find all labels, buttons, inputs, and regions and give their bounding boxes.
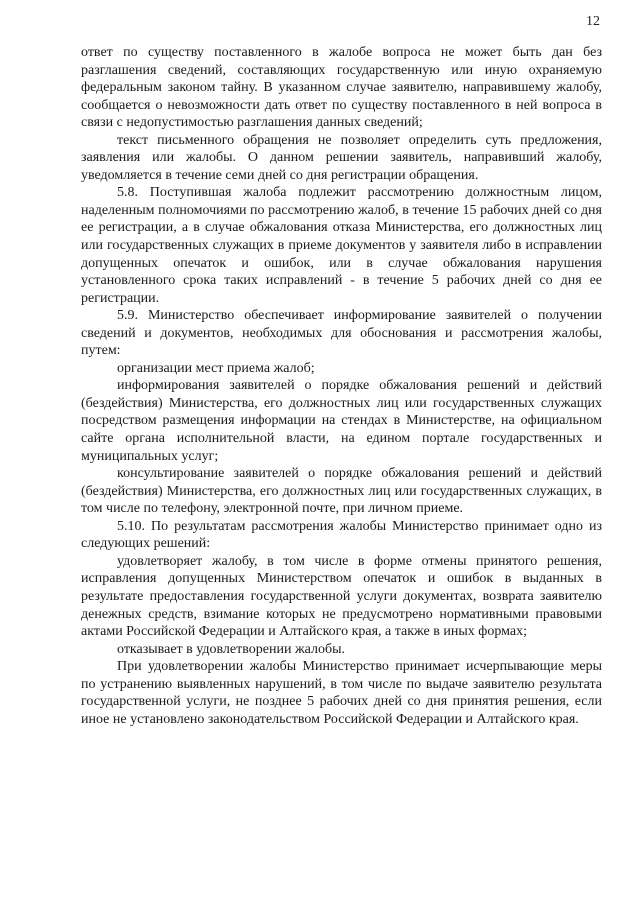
paragraph: ответ по существу поставленного в жалобе вопроса не может быть дан без разглашения сведений, составляющих государственную или иную охраняемую федеральным законом тайну. В указанном случае заявителю, направившему жалобу, сообщается о невозможности дать ответ по существу поставленного в ней вопроса в связи с недопустимостью разглашения данных сведений; (81, 45, 602, 131)
paragraph: 5.9. Министерство обеспечивает информирование заявителей о получении сведений и документов, необходимых для обоснования и рассмотрения жалобы, путем: (81, 308, 602, 359)
page-number: 12 (586, 14, 600, 29)
paragraph: консультирование заявителей о порядке обжалования решений и действий (бездействия) Министерства, его должностных лиц или государственных служащих, в том числе по телефону, электронной почте, при личном приеме. (81, 466, 602, 517)
paragraph: удовлетворяет жалобу, в том числе в форме отмены принятого решения, исправления допущенных Министерством опечаток и ошибок в выданных в результате предоставления государственной услуги документах, возврата заявителю денежных средств, взимание которых не предусмотрено нормативными правовыми актами Российской Федерации и Алтайского края, а также в иных формах; (81, 553, 602, 640)
paragraph: При удовлетворении жалобы Министерство принимает исчерпывающие меры по устранению выявленных нарушений, в том числе по выдаче заявителю результата государственной услуги, не позднее 5 рабочих дней со дня принятия решения, если иное не установлено законодательством Российской Федерации и Алтайского края. (81, 659, 602, 727)
paragraph: организации мест приема жалоб; (117, 360, 315, 376)
paragraph: отказывает в удовлетворении жалобы. (117, 641, 345, 657)
paragraph: 5.8. Поступившая жалоба подлежит рассмотрению должностным лицом, наделенным полномочиями по рассмотрению жалоб, в течение 15 рабочих дней со дня ее регистрации, а в случае обжалования отказа Министерства, его должностных лиц или государственных служащих в приеме документов у заявителя либо в исправлении допущенных опечаток и ошибок, или в случае обжалования нарушения установленного срока таких исправлений - в течение 5 рабочих дней со дня ее регистрации. (81, 185, 602, 306)
document-body (81, 44, 602, 728)
paragraph: 5.10. По результатам рассмотрения жалобы Министерство принимает одно из следующих решений: (81, 518, 602, 552)
paragraph: информирования заявителей о порядке обжалования решений и действий (бездействия) Министерства, его должностных лиц или государственных служащих посредством размещения информации на стендах в Министерстве, на официальном сайте органа исполнительной власти, на едином портале государственных и муниципальных услуг; (81, 378, 602, 464)
paragraph: текст письменного обращения не позволяет определить суть предложения, заявления или жалобы. О данном решении заявитель, направивший жалобу, уведомляется в течение семи дней со дня регистрации обращения. (81, 132, 602, 183)
